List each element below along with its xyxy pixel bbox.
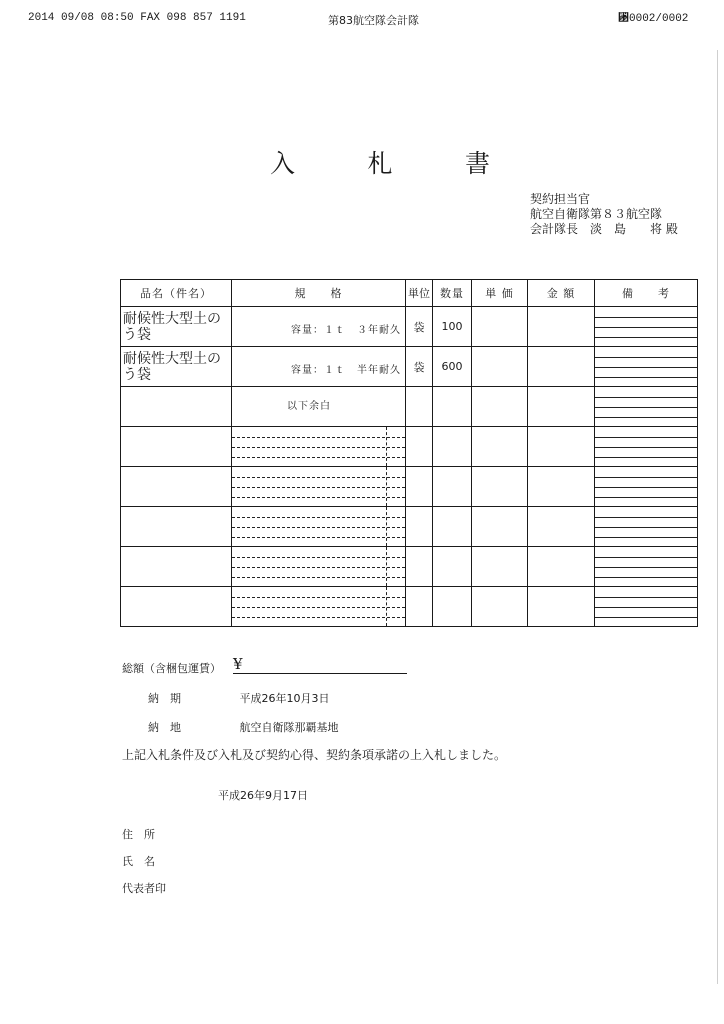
item-name-cell bbox=[121, 427, 232, 467]
amount-cell bbox=[528, 427, 595, 467]
acceptance-notice: 上記入札条件及び入札及び契約心得、契約条項承諾の上入札しました。 bbox=[122, 748, 507, 762]
table-header-row bbox=[121, 280, 698, 307]
remarks-lines bbox=[595, 547, 697, 586]
price-cell bbox=[472, 587, 528, 627]
item-name-cell bbox=[121, 467, 232, 507]
spec-cell bbox=[232, 387, 406, 427]
amount-cell bbox=[528, 347, 595, 387]
table-row bbox=[121, 547, 698, 587]
delivery-place-label: 納 地 bbox=[148, 721, 181, 734]
addressee-line: 会計隊長 淡 島 将 殿 bbox=[530, 222, 678, 236]
qty-cell bbox=[433, 507, 472, 547]
spec-cell bbox=[232, 507, 406, 547]
remarks-cell bbox=[595, 307, 698, 347]
fax-sender: 第83航空隊会計隊 bbox=[328, 14, 419, 27]
qty-cell bbox=[433, 467, 472, 507]
unit-cell bbox=[406, 507, 433, 547]
amount-cell bbox=[528, 587, 595, 627]
price-cell bbox=[472, 347, 528, 387]
qty-cell: 600 bbox=[433, 347, 472, 387]
title-char: 入 bbox=[270, 149, 296, 178]
qty-cell bbox=[433, 387, 472, 427]
header-remarks: 備 考 bbox=[595, 280, 698, 307]
header-price: 単 価 bbox=[472, 280, 528, 307]
price-cell bbox=[472, 507, 528, 547]
table-row bbox=[121, 347, 698, 387]
amount-cell bbox=[528, 307, 595, 347]
amount-cell bbox=[528, 387, 595, 427]
remarks-cell bbox=[595, 347, 698, 387]
item-name-cell bbox=[121, 587, 232, 627]
header-qty: 数量 bbox=[433, 280, 472, 307]
delivery-period-row bbox=[148, 690, 330, 706]
addressee-line: 契約担当官 bbox=[530, 192, 591, 206]
unit-cell: 袋 bbox=[406, 347, 433, 387]
delivery-place-row bbox=[148, 719, 339, 735]
remarks-cell bbox=[595, 387, 698, 427]
addressee-line: 航空自衛隊第８３航空隊 bbox=[530, 207, 663, 221]
spec-text: 以下余白 bbox=[287, 401, 331, 412]
remarks-cell bbox=[595, 467, 698, 507]
spec-lines bbox=[232, 427, 405, 466]
qty-cell bbox=[433, 547, 472, 587]
amount-cell bbox=[528, 507, 595, 547]
table-row bbox=[121, 507, 698, 547]
addressee-block bbox=[530, 192, 678, 237]
remarks-lines bbox=[595, 427, 697, 466]
header-unit: 単位 bbox=[406, 280, 433, 307]
item-name-cell: 耐候性大型土のう袋 bbox=[121, 307, 232, 347]
remarks-lines bbox=[595, 467, 697, 506]
document-title bbox=[270, 144, 490, 180]
table-row bbox=[121, 467, 698, 507]
table-row bbox=[121, 307, 698, 347]
spec-lines bbox=[232, 467, 405, 506]
remarks-cell bbox=[595, 427, 698, 467]
header-spec: 規 格 bbox=[232, 280, 406, 307]
title-char: 書 bbox=[464, 149, 490, 178]
qty-cell bbox=[433, 587, 472, 627]
spec-cell bbox=[232, 347, 406, 387]
price-cell bbox=[472, 547, 528, 587]
item-name-cell bbox=[121, 387, 232, 427]
remarks-lines bbox=[595, 587, 697, 626]
header-amount: 金 額 bbox=[528, 280, 595, 307]
bid-table bbox=[120, 279, 698, 627]
delivery-period-label: 納 期 bbox=[148, 692, 181, 705]
item-name-cell bbox=[121, 507, 232, 547]
delivery-place-value: 航空自衛隊那覇基地 bbox=[239, 721, 339, 734]
remarks-lines bbox=[595, 507, 697, 546]
spec-cell bbox=[232, 467, 406, 507]
amount-cell bbox=[528, 467, 595, 507]
item-name-cell bbox=[121, 547, 232, 587]
title-char: 札 bbox=[367, 149, 393, 178]
unit-cell bbox=[406, 547, 433, 587]
remarks-cell bbox=[595, 507, 698, 547]
remarks-cell bbox=[595, 547, 698, 587]
fax-page-count: ␳0002/0002 bbox=[618, 13, 689, 25]
submission-date: 平成26年9月17日 bbox=[218, 789, 308, 802]
spec-cell bbox=[232, 587, 406, 627]
table-row bbox=[121, 427, 698, 467]
spec-cell bbox=[232, 547, 406, 587]
unit-cell bbox=[406, 587, 433, 627]
unit-cell bbox=[406, 427, 433, 467]
unit-cell bbox=[406, 387, 433, 427]
spec-text: 容量：１ｔ ３年耐久 bbox=[291, 325, 401, 336]
table-row bbox=[121, 387, 698, 427]
spec-lines bbox=[232, 547, 405, 586]
table-row bbox=[121, 587, 698, 627]
spec-lines bbox=[232, 587, 405, 626]
page-edge-line bbox=[717, 50, 718, 984]
unit-cell: 袋 bbox=[406, 307, 433, 347]
remarks-cell bbox=[595, 587, 698, 627]
total-amount-field[interactable]: ¥ bbox=[233, 656, 407, 674]
spec-text: 容量：１ｔ 半年耐久 bbox=[291, 365, 401, 376]
representative-seal-label: 代表者印 bbox=[122, 882, 166, 895]
item-name-cell: 耐候性大型土のう袋 bbox=[121, 347, 232, 387]
header-item: 品名（件名） bbox=[121, 280, 232, 307]
price-cell bbox=[472, 387, 528, 427]
total-label: 総額（含梱包運賃） bbox=[122, 662, 221, 675]
qty-cell bbox=[433, 427, 472, 467]
qty-cell: 100 bbox=[433, 307, 472, 347]
spec-lines bbox=[232, 507, 405, 546]
unit-cell bbox=[406, 467, 433, 507]
spec-cell bbox=[232, 427, 406, 467]
remarks-lines bbox=[595, 387, 697, 426]
remarks-lines bbox=[595, 347, 697, 386]
price-cell bbox=[472, 467, 528, 507]
price-cell bbox=[472, 307, 528, 347]
address-label: 住 所 bbox=[122, 828, 155, 841]
spec-cell bbox=[232, 307, 406, 347]
name-label: 氏 名 bbox=[122, 855, 155, 868]
delivery-period-value: 平成26年10月3日 bbox=[239, 692, 330, 705]
remarks-lines bbox=[595, 307, 697, 346]
fax-timestamp: 2014 09/08 08:50 FAX 098 857 1191 bbox=[28, 12, 246, 24]
amount-cell bbox=[528, 547, 595, 587]
price-cell bbox=[472, 427, 528, 467]
